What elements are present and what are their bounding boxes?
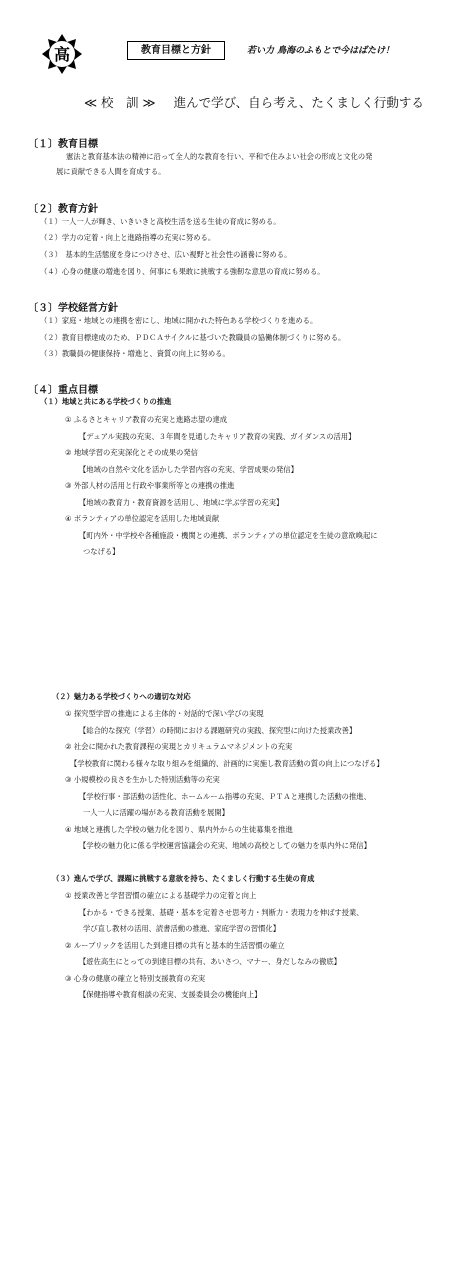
- focus-item: ② 地域学習の充実深化とその成果の発信: [65, 448, 198, 457]
- focus-item-detail: 【遊佐高生にとっての到達目標の共有、あいさつ、マナー、身だしなみの徹底】: [79, 957, 341, 966]
- school-slogan: 若い力 鳥海のふもとで今はばたけ！: [247, 46, 395, 56]
- school-motto-label: ≪ 校 訓 ≫: [84, 95, 156, 110]
- focus-item-detail: 【保健指導や教育相談の充実、支援委員会の機能向上】: [79, 990, 262, 999]
- focus-item-detail: 【わかる・できる授業、基礎・基本を定着させ思考力・判断力・表現力を伸ばす授業、: [79, 908, 364, 917]
- focus-item-detail: 【デュアル実践の充実、３年間を見通したキャリア教育の実践、ガイダンスの活用】: [79, 432, 356, 441]
- focus-item: ① 探究型学習の推進による主体的・対話的で深い学びの実現: [65, 709, 264, 718]
- focus-group-title-3: （３）進んで学び、課題に挑戦する意欲を持ち、たくましく行動する生徒の育成: [52, 874, 315, 883]
- focus-item: ③ 心身の健康の確立と特別支援教育の充実: [65, 974, 206, 983]
- section-heading-1: 〔１〕教育目標: [28, 139, 98, 150]
- focus-item-detail: 【町内外・中学校や各種施設・機関との連携、ボランティアの単位認定を生徒の意欲喚起に: [79, 531, 378, 540]
- focus-item-detail: 【学校の魅力化に係る学校運営協議会の充実、地域の高校としての魅力を県内外に発信】: [79, 841, 371, 850]
- focus-item-detail: 学び直し教材の活用、読書活動の推進、家庭学習の習慣化】: [83, 924, 281, 933]
- focus-group-title-1: （１）地域と共にある学校づくりの推進: [40, 397, 172, 406]
- section-heading-4: 〔４〕重点目標: [28, 385, 98, 396]
- policy-item: （３） 基本的生活態度を身につけさせ、広い視野と社会性の涵養に努める。: [40, 250, 292, 259]
- focus-item-detail: つなげる】: [83, 547, 120, 556]
- focus-item-detail: 【地域の教育力・教育資源を活用し、地域に学ぶ学習の充実】: [79, 498, 284, 507]
- section-1-text-line: 憲法と教育基本法の精神に沿って全人的な教育を行い、平和で住みよい社会の形成と文化の発: [66, 152, 373, 161]
- management-item: （２）教育目標達成のため、ＰＤＣＡサイクルに基づいた教職員の協働体制づくりに努める。: [40, 333, 346, 342]
- policy-item: （２）学力の定着・向上と進路指導の充実に努める。: [40, 233, 216, 242]
- school-motto: [84, 93, 424, 111]
- school-motto-text: 進んで学び、自ら考え、たくましく行動する: [173, 95, 424, 110]
- policy-item: （１）一人一人が輝き、いきいきと高校生活を送る生徒の育成に努める。: [40, 217, 281, 226]
- focus-item: ④ ボランティアの単位認定を活用した地域貢献: [65, 514, 220, 523]
- focus-item: ③ 小規模校の良さを生かした特別活動等の充実: [65, 775, 220, 784]
- management-item: （１）家庭・地域との連携を密にし、地域に開かれた特色ある学校づくりを進める。: [40, 316, 318, 325]
- focus-item: ② 社会に開かれた教育課程の実現とカリキュラムマネジメントの充実: [65, 742, 293, 751]
- policy-item: （４）心身の健康の増進を図り、何事にも果敢に挑戦する強靭な意思の育成に努める。: [40, 267, 325, 276]
- focus-item: ③ 外部人材の活用と行政や事業所等との連携の推進: [65, 481, 235, 490]
- focus-item: ② ルーブリックを活用した到達目標の共有と基本的生活習慣の確立: [65, 941, 285, 950]
- focus-item-detail: 【学校教育に関わる様々な取り組みを組織的、計画的に実施し教育活動の質の向上につなげる】: [70, 759, 384, 768]
- focus-item-detail: 【学校行事・部活動の活性化、ホームルーム指導の充実、ＰＴＡと連携した活動の推進、: [79, 792, 371, 801]
- focus-item: ① ふるさとキャリア教育の充実と進路志望の達成: [65, 415, 228, 424]
- focus-item-detail: 【総合的な探究（学習）の時間における課題研究の実践、探究型に向けた授業改善】: [79, 726, 357, 735]
- focus-group-title-2: （２）魅力ある学校づくりへの適切な対応: [52, 692, 191, 701]
- section-heading-2: 〔２〕教育方針: [28, 204, 98, 215]
- management-item: （３）教職員の健康保持・増進と、資質の向上に努める。: [40, 349, 230, 358]
- focus-item: ④ 地域と連携した学校の魅力化を図り、県内外からの生徒募集を推進: [65, 825, 293, 834]
- focus-item: ① 授業改善と学習習慣の確立による基礎学力の定着と向上: [65, 891, 257, 900]
- focus-item-detail: 一人一人に活躍の場がある教育活動を展開】: [83, 808, 229, 817]
- section-heading-3: 〔３〕学校経営方針: [28, 303, 118, 314]
- page-title: 教育目標と方針: [127, 41, 225, 60]
- school-emblem: [41, 33, 83, 75]
- section-1-text-line: 展に貢献できる人間を育成する。: [56, 167, 166, 176]
- emblem-character: 高: [53, 45, 71, 64]
- focus-item-detail: 【地域の自然や文化を活かした学習内容の充実、学習成果の発信】: [79, 465, 298, 474]
